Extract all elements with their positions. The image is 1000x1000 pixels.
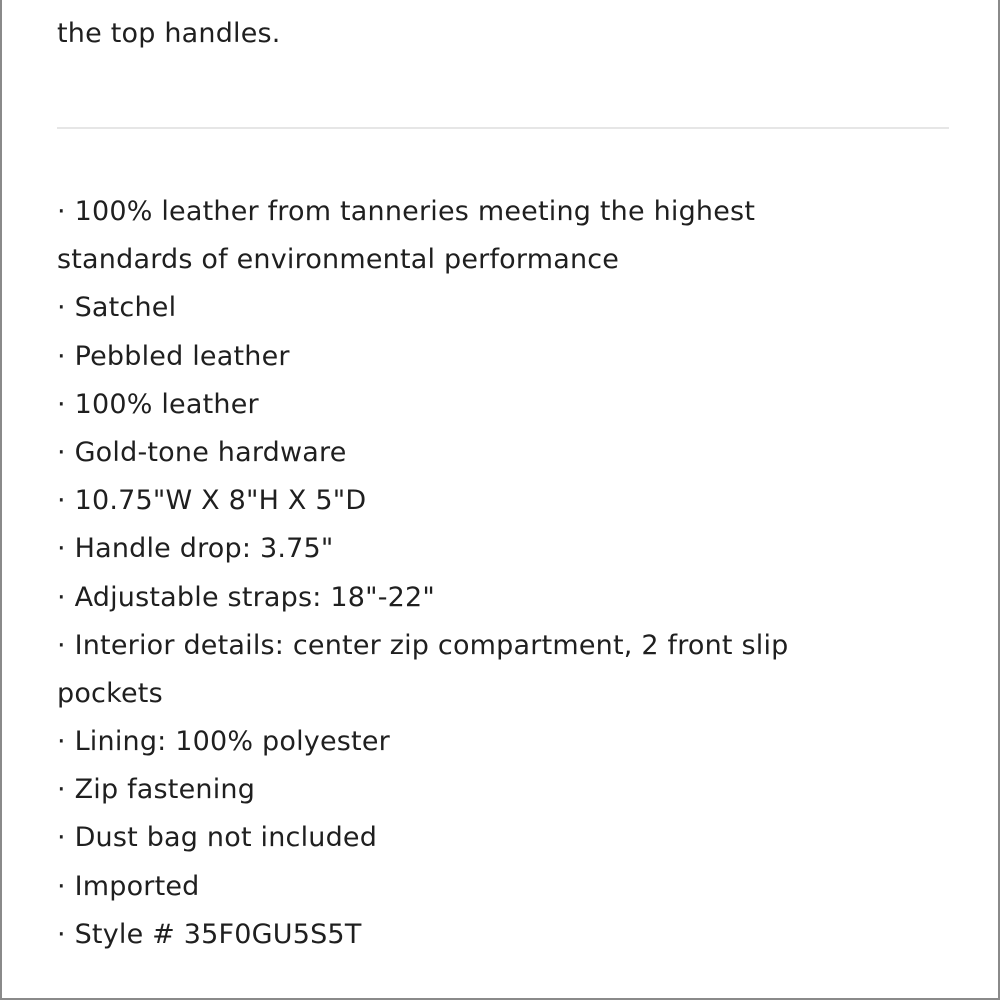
detail-item-lining: · Lining: 100% polyester	[57, 726, 390, 758]
detail-item-interior-continued: pockets	[57, 677, 163, 709]
detail-item-handle-drop: · Handle drop: 3.75"	[57, 533, 334, 565]
product-details-list	[57, 188, 949, 959]
product-description-text	[57, 0, 949, 58]
detail-item-style-number: · Style # 35F0GU5S5T	[57, 918, 362, 950]
detail-item-leather-sourcing: · 100% leather from tanneries meeting the highest	[57, 196, 756, 227]
description-line	[57, 0, 949, 10]
detail-item-fastening: · Zip fastening	[57, 774, 256, 806]
detail-item-hardware: · Gold-tone hardware	[57, 436, 347, 468]
detail-item-dimensions: · 10.75"W X 8"H X 5"D	[57, 485, 367, 517]
detail-item-material-finish: · Pebbled leather	[57, 340, 290, 372]
section-divider	[57, 127, 949, 129]
detail-item-origin: · Imported	[57, 870, 200, 902]
description-line: the top handles.	[57, 18, 281, 49]
detail-item-style-type: · Satchel	[57, 292, 177, 324]
detail-item-material: · 100% leather	[57, 388, 259, 420]
detail-item-dust-bag: · Dust bag not included	[57, 822, 378, 854]
detail-item-leather-sourcing-continued: standards of environmental performance	[57, 244, 620, 276]
detail-item-straps: · Adjustable straps: 18"-22"	[57, 581, 436, 613]
detail-item-interior: · Interior details: center zip compartment, 2 front slip	[57, 629, 789, 661]
